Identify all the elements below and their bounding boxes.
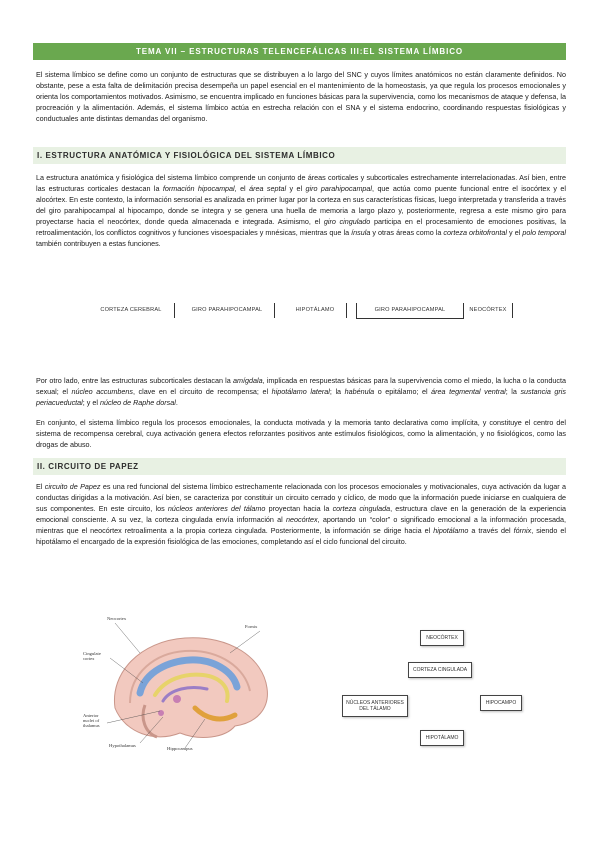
text-run: también contribuyen a estas funciones. [36, 239, 161, 248]
papez-box-neocortex: NEOCÓRTEX [420, 630, 464, 646]
papez-anatomy-figure [85, 613, 285, 753]
italic-term: giro cingulado [323, 217, 371, 226]
papez-box-hippocampus: HIPOCAMPO [480, 695, 522, 711]
intro-paragraph [36, 69, 566, 124]
text-run: y otras áreas como la [370, 228, 444, 237]
text-run: , el [234, 184, 250, 193]
structure-flow-row [80, 301, 520, 321]
text-run: es una red funcional del sistema límbico estrechamente relacionada con los procesos emocionales y motivacionales, cuya activación da lugar a conductas dirigidas a la motivación. Así bien, se caracteriza por constituir un circuito cerrado y cíclico, de modo que la información puede iniciarse en cualquiera de sus componentes. En este circuito, los [36, 482, 566, 513]
text-run: Por otro lado, entre las estructuras subcorticales destacan la [36, 376, 233, 385]
italic-term: área septal [249, 184, 287, 193]
italic-term: circuito de Papez [44, 482, 101, 491]
flow-item-giro-parahipocampal-2: GIRO PARAHIPOCAMPAL [356, 303, 464, 319]
label-hippocampus: Hippocampus [167, 746, 193, 751]
italic-term: núcleo accumbens [71, 387, 133, 396]
text-run: participa en el procesamiento de emociones positivas, la retroalimentación, los conflictos cognitivos y funciones visoespaciales y mnésicas, mientras que la [36, 217, 566, 237]
italic-term: ínsula [351, 228, 371, 237]
papez-box-thalamus: NÚCLEOS ANTERIORES DEL TÁLAMO [342, 695, 408, 717]
text-run: , siendo el hipotálamo el encargado de la expresión fisiológica de las emociones, completando así el ciclo funcional del circuito. [36, 526, 566, 546]
italic-term: área tegmental ventral [431, 387, 506, 396]
label-fornix: Fornix [245, 624, 258, 629]
text-run: y el [507, 228, 523, 237]
text-run: ; y el [82, 398, 100, 407]
label-anterior-nuclei: Anterior nuclei of thalamus [83, 713, 100, 728]
italic-term: formación hipocampal [162, 184, 235, 193]
label-hypothalamus: Hypothalamus [109, 743, 136, 748]
italic-term: neocórtex [286, 515, 318, 524]
flow-item-neocortex: NEOCÓRTEX [464, 303, 513, 318]
papez-circuit-diagram [340, 625, 540, 755]
text-run: ; la [329, 387, 345, 396]
text-run: El sistema límbico se define como un conjunto de estructuras que se distribuyen a lo largo del SNC y cuyos límites anatómicos no están claramente definidos. No obstante, pese a esta falta de delimitación precisa desempeña un papel esencial en el mantenimiento de la homeostasis, ya que regula los procesos emocionales y orienta los comportamientos motivados. Asimismo, se encuentra implicado en funciones básicas para la supervivencia, como los mecanismos de ataque y defensa, la procreación y la alimentación. Además, el sistema límbico actúa en estrecha relación con el SNA y el sistema endocrino, coordinando respuestas fisiológicas y conductuales ante distintas demandas del organismo. [36, 70, 566, 123]
italic-term: corteza cingulada [332, 504, 391, 513]
italic-term: corteza orbitofrontal [443, 228, 507, 237]
text-run: , que actúa como puente funcional entre el isocórtex y el alocórtex. En este contexto, la información sensorial es analizada en primer lugar por la corteza en sus características físicas, luego interpretada y transferida a través del giro parahipocampal al hipocampo, donde se integra y se genera una huella de memoria a largo plazo y, posteriormente, regresa a este mismo giro para proyectarse hacia el neocórtex, donde queda almacenada e integrada. Asimismo, el [36, 184, 566, 226]
flow-item-corteza-cerebral: CORTEZA CEREBRAL [88, 303, 175, 318]
section1-paragraph-3 [36, 417, 566, 450]
text-run: En conjunto, el sistema límbico regula los procesos emocionales, la conducta motivada y la memoria tanto declarativa como implícita, y constituye el centro del sistema de recompensa cerebral, cuya activación genera efectos reforzantes positivos ante estímulos fisiológicos, como la alimentación, y no fisiológicos, como las drogas de abuso. [36, 418, 566, 449]
section1-paragraph-1 [36, 172, 566, 249]
page-title: TEMA VII – ESTRUCTURAS TELENCEFÁLICAS III:EL SISTEMA LÍMBICO [33, 43, 566, 60]
italic-term: sustancia gris periacueductal [36, 387, 566, 407]
italic-term: fórnix [513, 526, 532, 535]
italic-term: polo temporal [522, 228, 566, 237]
section-heading-1: I. ESTRUCTURA ANATÓMICA Y FISIOLÓGICA DEL SISTEMA LÍMBICO [33, 147, 566, 164]
text-run: . [175, 398, 178, 407]
section2-paragraph-1 [36, 481, 566, 547]
text-run: El [36, 482, 45, 491]
text-run: , aportando un “color” o significado emocional a la información procesada, mientras que el neocórtex retroalimenta a la propia corteza cingulada. Posteriormente, la información se dirige hacia el [36, 515, 566, 535]
italic-term: hipotálamo lateral [271, 387, 330, 396]
italic-term: núcleo de Raphe dorsal [99, 398, 176, 407]
text-run: , implicada en respuestas básicas para la supervivencia como el miedo, la lucha o la conducta sexual; el [36, 376, 567, 396]
section1-paragraph-2 [36, 375, 566, 408]
label-cingulate-cortex: Cingulate cortex [83, 651, 101, 661]
text-run: , estructura clave en la generación de la experiencia emocional consciente. A su vez, la corteza cingulada envía información al [36, 504, 566, 524]
papez-box-cingulate: CORTEZA CINGULADA [408, 662, 472, 678]
brain-illustration [85, 613, 285, 753]
italic-term: núcleos anteriores del tálamo [167, 504, 266, 513]
italic-term: amígdala [233, 376, 263, 385]
text-run: proyectan hacia la [265, 504, 333, 513]
text-run: y el [286, 184, 306, 193]
text-run: a través del [468, 526, 514, 535]
text-run: La estructura anatómica y fisiológica del sistema límbico comprende un conjunto de áreas corticales y subcorticales estrechamente interrelacionadas. Así bien, entre las estructuras corticales destacan la [36, 173, 566, 193]
text-run: o epitálamo; el [374, 387, 432, 396]
italic-term: giro parahipocampal [305, 184, 373, 193]
italic-term: hipotálamo [433, 526, 469, 535]
italic-term: habénula [344, 387, 375, 396]
flow-item-hipotalamo: HIPOTÁLAMO [284, 303, 347, 318]
papez-box-hypothalamus: HIPOTÁLAMO [420, 730, 464, 746]
text-run: ; la [505, 387, 521, 396]
flow-item-giro-parahipocampal: GIRO PARAHIPOCAMPAL [180, 303, 275, 318]
label-neocortex: Neocortex [107, 616, 127, 621]
text-run: , clave en el circuito de recompensa; el [132, 387, 272, 396]
section-heading-2: II. CIRCUITO DE PAPEZ [33, 458, 566, 475]
